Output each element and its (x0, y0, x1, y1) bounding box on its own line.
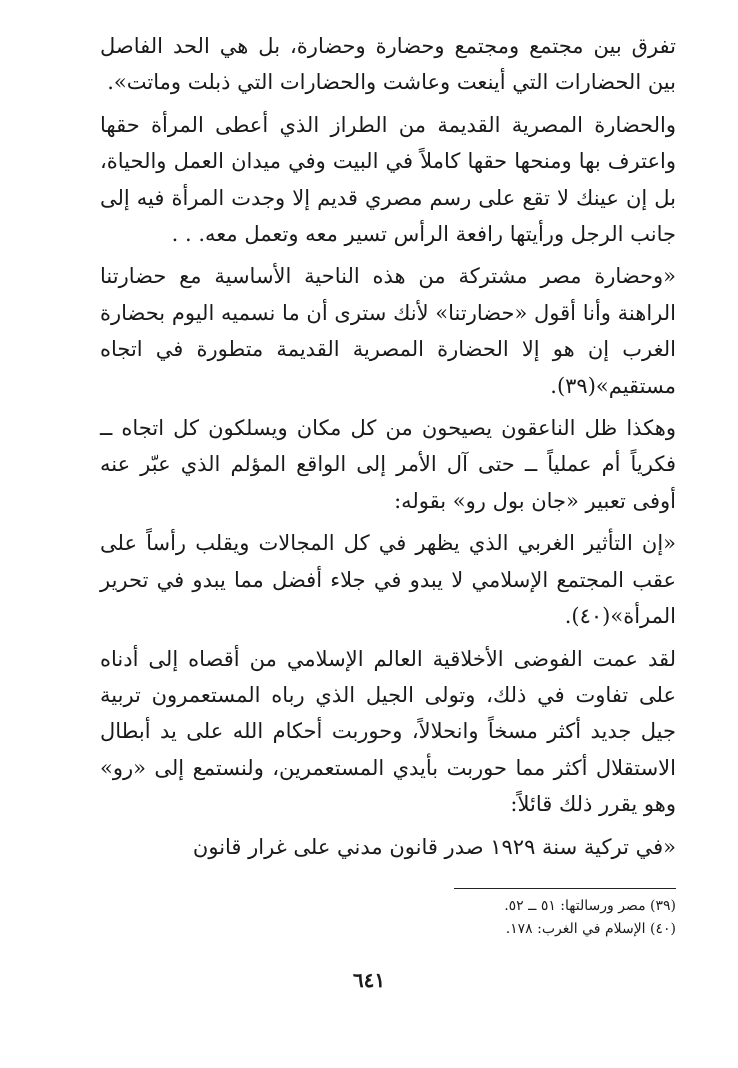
paragraph: «في تركية سنة ١٩٢٩ صدر قانون مدني على غرار قانون (192, 834, 676, 859)
paragraph: والحضارة المصرية القديمة من الطراز الذي أعطى المرأة حقها واعترف بها ومنحها حقها كاملاً في البيت وفي ميدان العمل والحياة، بل إن عينك لا تقع على رسم مصري قديم إلا وجدت المرأة فيه إلى جانب الرجل ورأيتها رافعة الرأس تسير معه وتعمل معه. . . (100, 112, 677, 247)
footnote: (٣٩) مصر ورسالتها: ٥١ ــ ٥٢. (504, 898, 676, 914)
paragraph: «وحضارة مصر مشتركة من هذه الناحية الأساسية مع حضارتنا الراهنة وأنا أقول «حضارتنا» لأنك سترى أن ما نسميه اليوم بحضارة الغرب إن هو إلا الحضارة المصرية القديمة متطورة في اتجاه مستقيم»(٣٩). (100, 264, 676, 398)
paragraph: «إن التأثير الغربي الذي يظهر في كل المجالات ويقلب رأساً على عقب المجتمع الإسلامي لا يبدو في جلاء أفضل مما يبدو في تحرير المرأة»(٤٠). (100, 531, 677, 629)
footnote: (٤٠) الإسلام في الغرب: ١٧٨. (505, 921, 676, 937)
page-number: ٦٤١ (352, 968, 386, 992)
footnotes (454, 888, 676, 941)
paragraph: وهكذا ظل الناعقون يصيحون من كل مكان ويسلكون كل اتجاه ــ فكرياً أم عملياً ــ حتى آل الأمر إلى الواقع المؤلم الذي عبّر عنه أوفى تعبير «جان بول رو» بقوله: (100, 416, 676, 513)
paragraph: تفرق بين مجتمع ومجتمع وحضارة وحضارة، بل هي الحد الفاصل بين الحضارات التي أينعت وعاشت والحضارات التي ذبلت وماتت». (100, 34, 676, 95)
paragraph: لقد عمت الفوضى الأخلاقية العالم الإسلامي من أقصاه إلى أدناه على تفاوت في ذلك، وتولى الجيل الذي رباه المستعمرون تربية جيل جديد أكثر مسخاً وانحلالاً، وحوربت أحكام الله على يد أبطال الاستقلال أكثر مما حوربت بأيدي المستعمرين، ولنستمع إلى «رو» وهو يقرر ذلك قائلاً: (100, 646, 676, 817)
